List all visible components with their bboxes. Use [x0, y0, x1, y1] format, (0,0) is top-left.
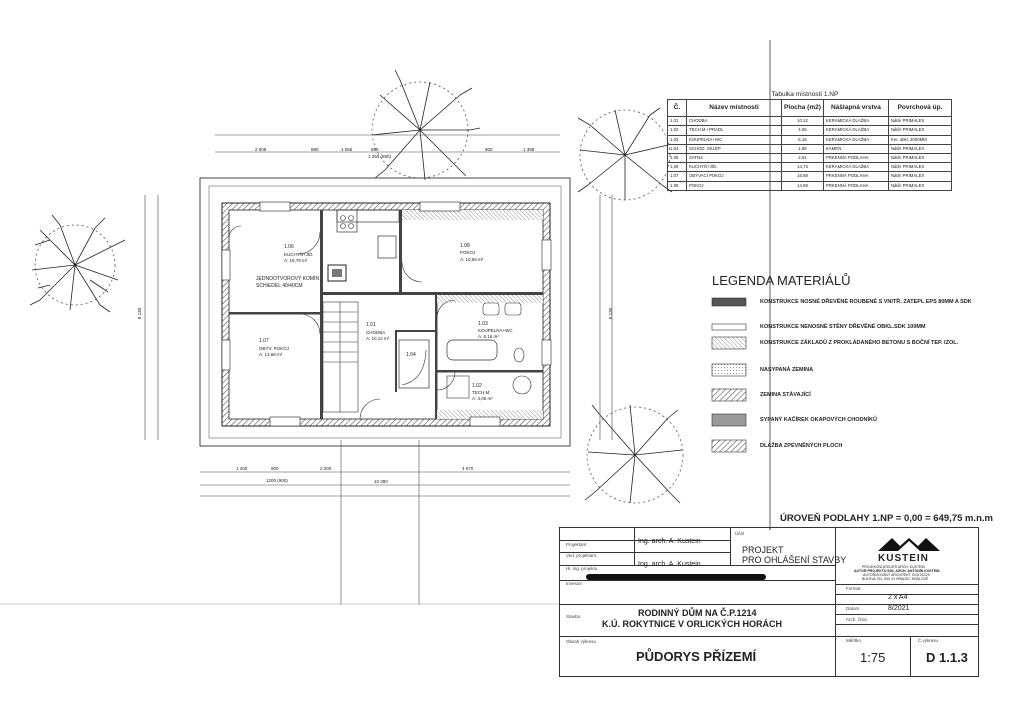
floor-plan: [222, 202, 551, 426]
cell: PRKENNÁ PODLAHA: [823, 172, 888, 181]
cell: 1,86: [782, 144, 824, 153]
cell: Nátěr PRIMALEX: [888, 144, 951, 153]
company-name: KUSTEIN: [878, 553, 929, 564]
label-meritko: Měřítko: [846, 638, 862, 643]
room-1-07-area: A: 13,68 m²: [259, 352, 283, 357]
room-1-06-name: KUCHYŇ+JÍD.: [284, 252, 314, 257]
cell: 1.02: [668, 126, 687, 135]
cell: 1.07: [668, 172, 687, 181]
dim-bottom-3: 2 200: [320, 466, 332, 471]
dim-top-2: 880: [311, 147, 319, 152]
room-1-08-name: POKOJ: [460, 250, 476, 255]
legend-item-1: KONSTRUKCE NOSNÉ DŘEVĚNÉ ROUBENÉ S VNITŘ. ZATEPL EPS 80MM A SDK: [760, 299, 972, 305]
dim-top-4: 880: [371, 147, 379, 152]
cell: 1.04: [668, 144, 687, 153]
table-row: [668, 126, 952, 135]
table-row: [668, 172, 952, 181]
legend-item-7: DLAŽBA ZPEVNĚNÝCH PLOCH: [760, 443, 843, 449]
dim-top-3: 1 056: [341, 147, 353, 152]
cell: 14,73: [782, 163, 824, 172]
room-1-02-name: TECH.M.: [472, 390, 491, 395]
room-1-07-name: OBÝV. POKOJ: [259, 346, 289, 351]
table-row: [668, 181, 952, 190]
room-1-06-area: A: 16,78 m²: [284, 258, 308, 263]
table-row: [668, 117, 952, 126]
cell: SCHOD. SKLEP: [687, 144, 782, 153]
room-1-08-area: A: 10,69 m²: [460, 257, 484, 262]
dim-top-1: 2 508: [255, 147, 267, 152]
room-1-01-num: 1.01: [366, 322, 376, 328]
label-ucel: Účel: [735, 531, 745, 536]
legend-item-6: SYPANÝ KAČÍREK OKAPOVÝCH CHODNÍKŮ: [760, 417, 877, 423]
room-1-02-num: 1.02: [472, 383, 482, 389]
company-sub-4: BOLEVA 761, 500 03 HRADEC KRÁLOVÉ: [862, 577, 929, 581]
header-naslapna: Nášlapná vrstva: [823, 100, 888, 117]
room-1-01-area: A: 10,12 m²: [366, 336, 390, 341]
label-stavba: Stavba: [566, 614, 581, 619]
cell: TECH.M.+PRÁDL: [687, 126, 782, 135]
cell: Nátěr PRIMALEX: [888, 126, 951, 135]
room-1-07-num: 1.07: [259, 338, 269, 344]
legend-swatches: [712, 298, 746, 452]
dim-bottom-1: 1 400: [236, 466, 248, 471]
stove-note-1: JEDNOOTVOROVÝ KOMÍN: [256, 276, 320, 282]
cell: 1.01: [668, 117, 687, 126]
room-1-03-area: A: 6,16 m²: [478, 334, 499, 339]
cell: Nátěr PRIMALEX: [888, 172, 951, 181]
stavba-line-2: K.Ú. ROKYTNICE V ORLICKÝCH HORÁCH: [602, 619, 783, 629]
title-block: [559, 527, 979, 677]
header-povrchova: Povrchová úp.: [888, 100, 951, 117]
cell: Nátěr PRIMALEX: [888, 181, 951, 190]
header-plocha: Plocha (m2): [782, 100, 824, 117]
cell: 4,06: [782, 126, 824, 135]
label-hl-ing: Hl. ing. projektu: [566, 566, 598, 571]
dim-bottom-2: 900: [271, 466, 279, 471]
company-logo-icon: [876, 536, 942, 552]
legend-item-3: KONSTRUKCE ZÁKLADŮ Z PROKLÁDANÉHO BETONU S BOČNÍ TEP. IZOL.: [760, 340, 959, 346]
cell: KERAMICKÁ DLAŽBA: [823, 117, 888, 126]
table-row: [668, 154, 952, 163]
datum-value: 8/2021: [888, 605, 910, 612]
cell: PRKENNÁ PODLAHA: [823, 181, 888, 190]
dim-top-6: 900: [485, 147, 493, 152]
label-investor: Investor: [566, 581, 583, 586]
header-nazev: Název místnosti: [687, 100, 782, 117]
dim-bottom-5: 1200 (900): [266, 478, 288, 483]
label-ved-projektant: Ved. projektant: [566, 553, 597, 558]
room-1-03-num: 1.03: [478, 321, 488, 327]
room-1-01-name: CHODBA: [366, 330, 386, 335]
room-table: [667, 91, 952, 191]
room-table-caption: Tabulka místností 1.NP: [771, 91, 839, 98]
label-obsah: Obsah výkresu: [566, 639, 597, 644]
cell: 16,68: [782, 172, 824, 181]
room-1-08-num: 1.08: [460, 243, 470, 249]
cell: 1.08: [668, 181, 687, 190]
investor-redaction: [586, 574, 766, 580]
legend-item-4: NASYPANÁ ZEMINA: [760, 367, 814, 373]
cell: SATNA: [687, 154, 782, 163]
label-cislo: Č.výkresu: [918, 638, 939, 643]
company-sub-2: AUTOR PROJEKTU ING. ARCH. ANTONÍN KUSTEIN: [854, 569, 940, 573]
format-value: 2 x A4: [888, 594, 908, 601]
room-1-06-num: 1.06: [284, 244, 294, 250]
ucel-2: PRO OHLÁŠENÍ STAVBY: [742, 555, 847, 565]
stove-note-2: SCHIEDEL 40/40CM: [256, 283, 303, 289]
room-1-04-num: 1.04: [406, 352, 416, 358]
cell: KERAMICKÁ DLAŽBA: [823, 126, 888, 135]
room-1-02-area: A: 4,06 m²: [472, 396, 493, 401]
tree-right-top: [578, 108, 672, 200]
ucel-1: PROJEKT: [742, 545, 784, 555]
cell: KÁMEN: [823, 144, 888, 153]
cell: Nátěr PRIMALEX: [888, 117, 951, 126]
tree-left: [30, 215, 125, 312]
cell: POKOJ: [687, 181, 782, 190]
stavba-line-1: RODINNÝ DŮM NA Č.P.1214: [638, 608, 757, 618]
cell: OBÝVACÍ POKOJ: [687, 172, 782, 181]
cell: 2,61: [782, 154, 824, 163]
legend-item-5: ZEMINA STÁVAJÍCÍ: [760, 392, 811, 398]
cell: 1.06: [668, 163, 687, 172]
dim-bottom-4: 4 670: [462, 466, 474, 471]
label-arch: Arch. číslo: [846, 617, 868, 622]
header-cislo: Č.: [668, 100, 687, 117]
cell: Ker. obkl. 2000MM: [888, 135, 951, 144]
cell: Nátěr PRIMALEX: [888, 163, 951, 172]
cell: Nátěr PRIMALEX: [888, 154, 951, 163]
cell: KERAMICKÁ DLAŽBA: [823, 135, 888, 144]
cell: KOUPELNA+WC: [687, 135, 782, 144]
legend-title: LEGENDA MATERIÁLŮ: [712, 273, 851, 288]
dim-top-7: 1 388: [523, 147, 535, 152]
dim-left: 8 130: [137, 307, 143, 320]
cell: 1.03: [668, 135, 687, 144]
drawing-number: D 1.1.3: [926, 650, 968, 665]
cell: 1.05: [668, 154, 687, 163]
cell: 10,12: [782, 117, 824, 126]
drawing-title: PŮDORYS PŘÍZEMÍ: [636, 649, 757, 664]
legend-item-2: KONSTRUKCE NENOSNÉ STĚNY DŘEVĚNÉ OBKL.SDK 100MM: [760, 324, 926, 330]
scale-value: 1:75: [860, 650, 886, 665]
cell: 6,16: [782, 135, 824, 144]
table-row: [668, 163, 952, 172]
tree-top: [372, 70, 480, 180]
dim-right: 8 130: [608, 307, 614, 320]
cell: 14,69: [782, 181, 824, 190]
label-format: Formát: [846, 586, 861, 591]
table-row: [668, 144, 952, 153]
company-sub-1: PROJEKČNÍ ATELIÉR ARCH. KUSTEIN: [862, 565, 925, 569]
cell: KERAMICKÁ DLAŽBA: [823, 163, 888, 172]
table-row: [668, 135, 952, 144]
company-sub-3: AUTORIZOVANÝ ARCHITEKT ČKA 02229: [863, 573, 930, 577]
cell: PRKENNÁ PODLAHA: [823, 154, 888, 163]
hl-ing-name: Ing. arch. A. Kustein: [638, 561, 701, 568]
floor-level-note: ÚROVEŇ PODLAHY 1.NP = 0,00 = 649,75 m.n.m: [780, 513, 993, 524]
label-datum: Datum: [846, 606, 860, 611]
dim-bottom-6: 10 380: [374, 479, 388, 484]
projektant-name: Ing. arch. A. Kustein: [638, 538, 701, 545]
room-1-03-name: KOUPELNA+WC: [478, 328, 513, 333]
cell: CHODBA: [687, 117, 782, 126]
dim-top-5: 1 250 (880): [368, 154, 392, 159]
cell: KUCHYŇ+JÍD.: [687, 163, 782, 172]
label-projektant: Projektant: [566, 542, 587, 547]
